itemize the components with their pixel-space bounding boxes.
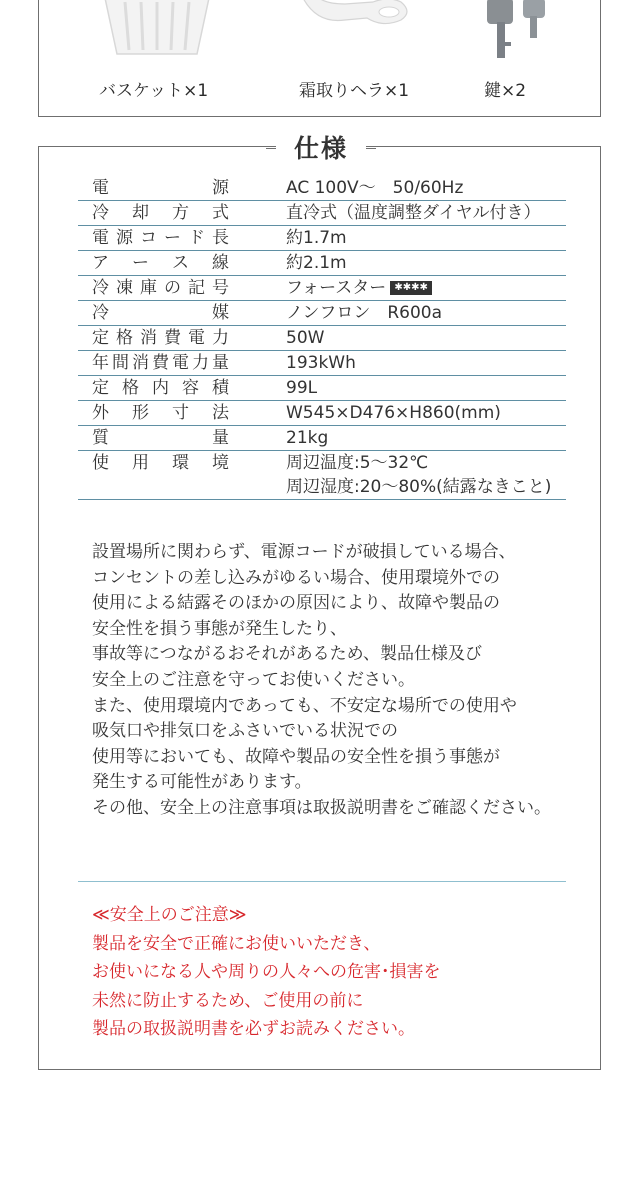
spec-key [78, 176, 282, 201]
spec-key-text: 使 用 環 境 [92, 453, 229, 473]
spec-row [78, 176, 566, 201]
spec-row [78, 376, 566, 401]
spec-key-text: 冷 凍 庫 の 記 号 [92, 278, 229, 298]
title-dash-right [366, 148, 376, 149]
spec-key [78, 301, 282, 326]
spec-value-text: 193kWh [286, 353, 356, 373]
spec-key [78, 251, 282, 276]
spec-value-text: AC 100V〜 50/60Hz [286, 178, 464, 198]
spec-key [78, 326, 282, 351]
spec-value-text: 直冷式（温度調整ダイヤル付き） [286, 203, 541, 223]
four-star-badge: ✱✱✱✱ [390, 281, 432, 295]
spec-row [78, 351, 566, 376]
spec-row [78, 251, 566, 276]
spec-value [282, 351, 566, 376]
spec-value-text: フォースター [286, 278, 387, 298]
note-line: 設置場所に関わらず、電源コードが破損している場合、 [92, 542, 516, 562]
spec-value [282, 401, 566, 426]
spec-value [282, 451, 566, 500]
spec-row [78, 226, 566, 251]
accessory-label-spatula: 霜取りヘラ×1 [299, 81, 410, 101]
spec-key [78, 226, 282, 251]
spec-key-text: 質 量 [92, 428, 229, 448]
spec-value [282, 201, 566, 226]
spec-key [78, 376, 282, 401]
spec-value-text: W545×D476×H860(mm) [286, 403, 501, 423]
spec-row-environment [78, 451, 566, 500]
spec-row [78, 426, 566, 451]
caution-line: お使いになる人や周りの人々への危害･損害を [92, 962, 441, 982]
note-line: 安全性を損う事態が発生したり、 [92, 618, 347, 639]
spec-key-text: 定 格 消 費 電 力 [92, 328, 229, 348]
spec-key-text: 電 源 [92, 178, 229, 198]
note-line: 安全上のご注意を守ってお使いください。 [92, 669, 415, 690]
spec-value-text: 約1.7m [286, 228, 347, 248]
env-temperature: 周辺温度:5〜32℃ [286, 453, 429, 473]
caution-line: 未然に防止するため、ご使用の前に [92, 990, 364, 1011]
spec-key [78, 426, 282, 451]
spec-title: 仕様 [276, 131, 366, 167]
spec-value-text: 約2.1m [286, 253, 347, 273]
basket-icon [97, 0, 217, 56]
spec-key-text: ア ー ス 線 [92, 253, 229, 273]
spec-row [78, 401, 566, 426]
spec-value [282, 301, 566, 326]
spec-key [78, 401, 282, 426]
spatula-icon [297, 0, 417, 38]
spec-key-text: 電 源 コ ー ド 長 [92, 228, 229, 248]
note-line: その他、安全上の注意事項は取扱説明書をご確認ください。 [92, 797, 551, 818]
caution-line: 製品の取扱説明書を必ずお読みください。 [92, 1019, 415, 1039]
spec-key [78, 351, 282, 376]
spec-key-text: 年 間 消 費 電 力 量 [92, 353, 229, 373]
spec-key [78, 451, 282, 500]
spec-value [282, 176, 566, 201]
caution-line: 製品を安全で正確にお使いいただき、 [92, 933, 381, 954]
spec-value [282, 326, 566, 351]
spec-value-text: 50W [286, 328, 325, 348]
spec-value-text: 21kg [286, 428, 329, 448]
accessory-label-keys: 鍵×2 [484, 81, 527, 101]
note-line: また、使用環境内であっても、不安定な場所での使用や [92, 695, 517, 716]
env-humidity: 周辺湿度:20〜80%(結露なきこと) [286, 477, 552, 497]
note-line: 使用等においても、故障や製品の安全性を損う事態が [92, 746, 500, 767]
title-dash-left [266, 148, 276, 149]
accessories-box [38, 0, 601, 117]
spec-row [78, 326, 566, 351]
spec-value-text: 99L [286, 378, 318, 398]
spec-value [282, 226, 566, 251]
spec-value [282, 251, 566, 276]
spec-table [78, 176, 566, 500]
notes-divider [78, 881, 566, 882]
keys-icon [479, 0, 549, 60]
spec-key [78, 276, 282, 301]
spec-value-text: ノンフロン R600a [286, 303, 442, 323]
note-line: 使用による結露そのほかの原因により、故障や製品の [92, 593, 500, 614]
note-line: 吸気口や排気口をふさいでいる状況での [92, 721, 398, 742]
spec-value [282, 276, 566, 301]
caution-section [92, 901, 592, 1044]
note-line: 事故等につながるおそれがあるため、製品仕様及び [92, 644, 482, 665]
spec-key [78, 201, 282, 226]
caution-heading: ≪安全上のご注意≫ [92, 905, 247, 925]
note-line: コンセントの差し込みがゆるい場合、使用環境外での [92, 567, 500, 588]
accessory-label-basket: バスケット×1 [99, 81, 209, 101]
spec-row [78, 201, 566, 226]
spec-row [78, 276, 566, 301]
spec-row [78, 301, 566, 326]
spec-key-text: 定 格 内 容 積 [92, 378, 229, 398]
spec-value [282, 376, 566, 401]
spec-value [282, 426, 566, 451]
notes-section [92, 540, 592, 822]
note-line: 発生する可能性があります。 [92, 772, 312, 793]
spec-key-text: 冷 却 方 式 [92, 203, 229, 223]
spec-key-text: 冷 媒 [92, 303, 229, 323]
spec-key-text: 外 形 寸 法 [92, 403, 229, 423]
